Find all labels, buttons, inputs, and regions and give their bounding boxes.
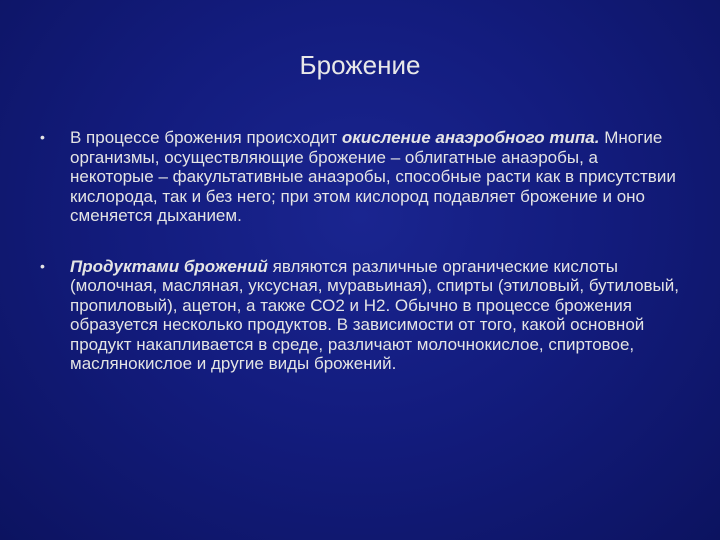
bullet-list xyxy=(40,128,680,374)
bullet-text-segment: В процессе брожения происходит xyxy=(70,128,342,147)
bullet-emphasis-text: окисление анаэробного типа. xyxy=(341,128,600,147)
bullet-marker: • xyxy=(40,257,45,274)
bullet-text-segment: Многие организмы, осуществляющие брожение – облигатные анаэробы, а некоторые – факультативные анаэробы, способные расти как в присутствии кислорода, так и без него; при этом кислород подавляет брожение и оно сменяется дыханием. xyxy=(70,128,676,225)
bullet-emphasis-text: Продуктами брожений xyxy=(70,256,268,276)
bullet-item-products xyxy=(40,257,680,374)
slide-title: Брожение xyxy=(299,50,421,80)
bullet-text-segment: являются различные органические кислоты (молочная, масляная, уксусная, муравьиная), спирты (этиловый, бутиловый, пропиловый), ацетон, а также СО2 и Н2. Обычно в процессе брожения образуется несколько продуктов. В зависимости от того, какой основной продукт накапливается в среде, различают молочнокислое, спиртовое, маслянокислое и другие виды брожений. xyxy=(70,256,679,373)
bullet-marker: • xyxy=(40,129,45,145)
bullet-item-oxidation xyxy=(40,128,680,226)
